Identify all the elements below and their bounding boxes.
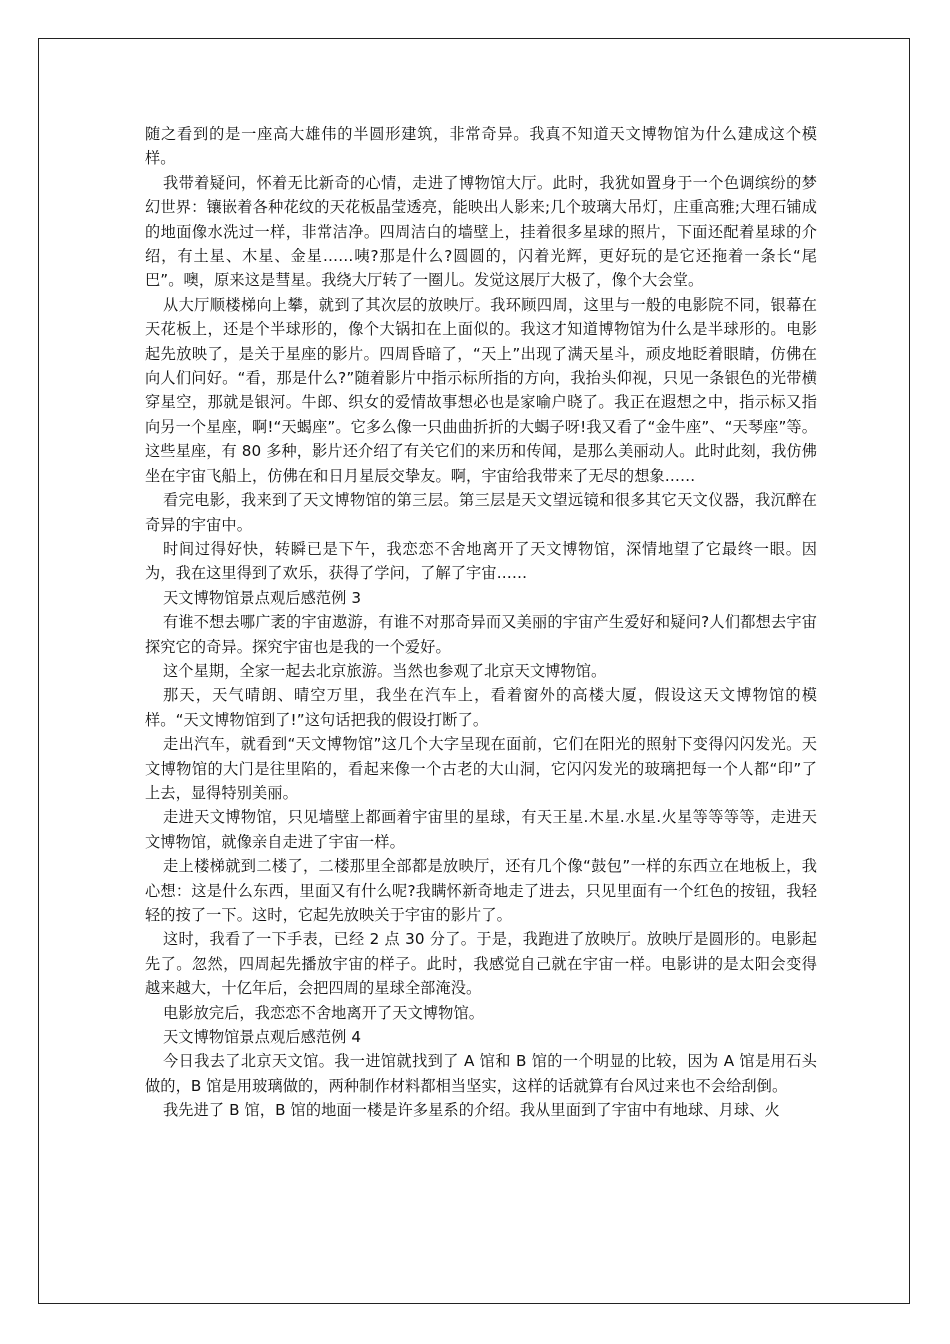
paragraph: 这个星期，全家一起去北京旅游。当然也参观了北京天文博物馆。 bbox=[163, 661, 607, 680]
paragraph: 我带着疑问，怀着无比新奇的心情，走进了博物馆大厅。此时，我犹如置身于一个色调缤纷的梦幻世界：镶嵌着各种花纹的天花板晶莹透亮，能映出人影来;几个玻璃大吊灯，庄重高雅;大理石铺成的地面像水洗过一样，非常洁净。四周洁白的墙壁上，挂着很多星球的照片，下面还配着星球的介绍，有土星、木星、金星……咦?那是什么?圆圆的，闪着光辉，更好玩的是它还拖着一条长“尾巴”。噢，原来这是彗星。我绕大厅转了一圈儿。发觉这展厅大极了，像个大会堂。 bbox=[145, 173, 817, 290]
document-body bbox=[145, 122, 817, 1123]
paragraph: 今日我去了北京天文馆。我一进馆就找到了 A 馆和 B 馆的一个明显的比较，因为 A 馆是用石头做的，B 馆是用玻璃做的，两种制作材料都相当坚实，这样的话就算有台风过来也不会给刮倒。 bbox=[145, 1052, 817, 1095]
paragraph: 从大厅顺楼梯向上攀，就到了其次层的放映厅。我环顾四周，这里与一般的电影院不同，银幕在天花板上，还是个半球形的，像个大锅扣在上面似的。我这才知道博物馆为什么是半球形的。电影起先放映了，是关于星座的影片。四周昏暗了，“天上”出现了满天星斗，顽皮地眨着眼睛，仿佛在向人们问好。“看，那是什么?”随着影片中指示标所指的方向，我抬头仰视，只见一条银色的光带横穿星空，那就是银河。牛郎、织女的爱情故事想必也是家喻户晓了。我正在遐想之中，指示标又指向另一个星座，啊!“天蝎座”。它多么像一只曲曲折折的大蝎子呀!我又看了“金牛座”、“天琴座”等。这些星座，有 80 多种，影片还介绍了有关它们的来历和传闻，是那么美丽动人。此时此刻，我仿佛坐在宇宙飞船上，仿佛在和日月星辰交挚友。啊，宇宙给我带来了无尽的想象…… bbox=[145, 295, 817, 485]
paragraph: 走出汽车，就看到“天文博物馆”这几个大字呈现在面前，它们在阳光的照射下变得闪闪发光。天文博物馆的大门是往里陷的，看起来像一个古老的大山洞，它闪闪发光的玻璃把每一个人都“印”了上去，显得特别美丽。 bbox=[145, 735, 817, 802]
section-heading: 天文博物馆景点观后感范例 4 bbox=[163, 1028, 362, 1047]
paragraph: 电影放完后，我恋恋不舍地离开了天文博物馆。 bbox=[163, 1003, 485, 1022]
paragraph: 有谁不想去哪广袤的宇宙遨游，有谁不对那奇异而又美丽的宇宙产生爱好和疑问?人们都想去宇宙探究它的奇异。探究宇宙也是我的一个爱好。 bbox=[145, 613, 817, 656]
paragraph: 走上楼梯就到二楼了，二楼那里全部都是放映厅，还有几个像“鼓包”一样的东西立在地板上，我心想：这是什么东西，里面又有什么呢?我瞒怀新奇地走了进去，只见里面有一个红色的按钮，我轻轻的按了一下。这时，它起先放映关于宇宙的影片了。 bbox=[145, 857, 817, 924]
paragraph: 那天，天气晴朗、晴空万里，我坐在汽车上，看着窗外的高楼大厦，假设这天文博物馆的模样。“天文博物馆到了!”这句话把我的假设打断了。 bbox=[145, 686, 817, 729]
paragraph: 看完电影，我来到了天文博物馆的第三层。第三层是天文望远镜和很多其它天文仪器，我沉醉在奇异的宇宙中。 bbox=[145, 491, 817, 534]
paragraph: 时间过得好快，转瞬已是下午，我恋恋不舍地离开了天文博物馆，深情地望了它最终一眼。因为，我在这里得到了欢乐，获得了学问，了解了宇宙…… bbox=[145, 539, 817, 583]
paragraph: 这时，我看了一下手表，已经 2 点 30 分了。于是，我跑进了放映厅。放映厅是圆形的。电影起先了。忽然，四周起先播放宇宙的样子。此时，我感觉自己就在宇宙一样。电影讲的是太阳会变得越来越大，十亿年后，会把四周的星球全部淹没。 bbox=[145, 930, 817, 998]
paragraph: 随之看到的是一座高大雄伟的半圆形建筑，非常奇异。我真不知道天文博物馆为什么建成这个模样。 bbox=[145, 125, 817, 168]
paragraph: 我先进了 B 馆，B 馆的地面一楼是许多星系的介绍。我从里面到了宇宙中有地球、月球、火 bbox=[163, 1101, 780, 1120]
section-heading: 天文博物馆景点观后感范例 3 bbox=[163, 588, 362, 607]
paragraph: 走进天文博物馆，只见墙壁上都画着宇宙里的星球，有天王星.木星.水星.火星等等等等，走进天文博物馆，就像亲自走进了宇宙一样。 bbox=[145, 808, 817, 851]
